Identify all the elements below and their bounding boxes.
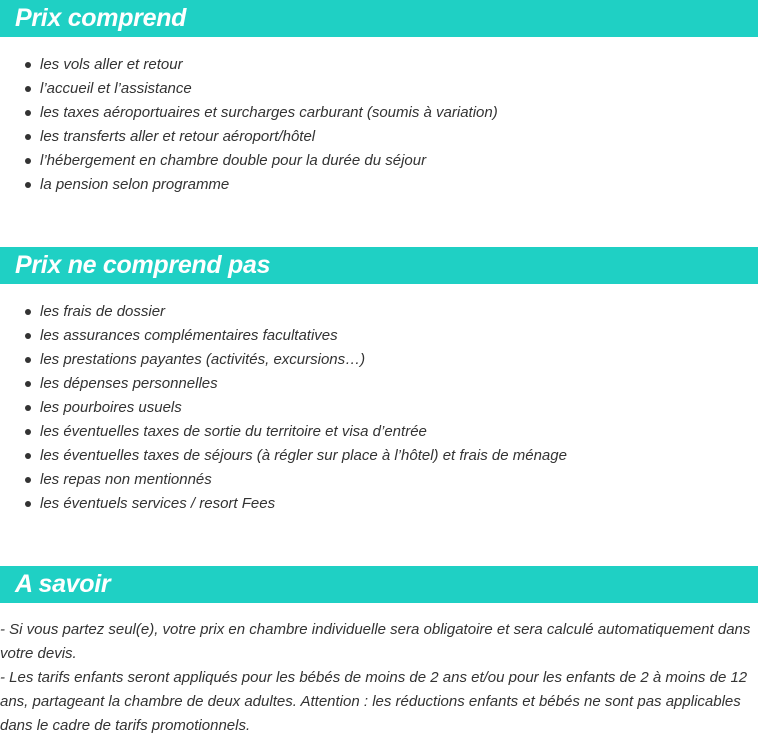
list-item-text: les éventuelles taxes de sortie du territoire et visa d’entrée — [40, 423, 427, 440]
bullet-icon — [25, 309, 31, 315]
list-item-text: les dépenses personnelles — [40, 375, 218, 392]
section-header-a-savoir — [0, 566, 758, 603]
list-item-text: les vols aller et retour — [40, 56, 183, 73]
list-item — [0, 173, 498, 197]
included-list — [0, 53, 498, 197]
list-item — [0, 468, 567, 492]
bullet-icon — [25, 86, 31, 92]
bullet-icon — [25, 134, 31, 140]
list-item — [0, 125, 498, 149]
bullet-icon — [25, 477, 31, 483]
list-item — [0, 444, 567, 468]
list-item — [0, 348, 567, 372]
section-header-prix-ne-comprend-pas — [0, 247, 758, 284]
note-paragraph: - Les tarifs enfants seront appliqués pour les bébés de moins de 2 ans et/ou pour les enfants de 2 à moins de 12 ans, partageant la chambre de deux adultes. Attention : les réductions enfants et bébés ne sont pas applicables dans le cadre de tarifs promotionnels. — [0, 669, 748, 734]
list-item-text: les éventuelles taxes de séjours (à régler sur place à l’hôtel) et frais de ménage — [40, 447, 567, 464]
list-item-text: les prestations payantes (activités, excursions…) — [40, 351, 366, 368]
bullet-icon — [25, 333, 31, 339]
section-header-prix-comprend — [0, 0, 758, 37]
list-item-text: la pension selon programme — [40, 176, 230, 193]
list-item-text: les assurances complémentaires facultatives — [40, 327, 338, 344]
list-item-text: les repas non mentionnés — [40, 471, 212, 488]
notes-block — [0, 618, 756, 738]
bullet-icon — [25, 429, 31, 435]
bullet-icon — [25, 357, 31, 363]
section-title: Prix ne comprend pas — [15, 251, 271, 279]
excluded-list — [0, 300, 567, 516]
note-paragraph: - Si vous partez seul(e), votre prix en chambre individuelle sera obligatoire et sera calculé automatiquement dans votre devis. — [0, 621, 751, 662]
bullet-icon — [25, 182, 31, 188]
list-item-text: l’accueil et l’assistance — [40, 80, 192, 97]
bullet-icon — [25, 381, 31, 387]
list-item-text: l’hébergement en chambre double pour la durée du séjour — [40, 152, 427, 169]
list-item-text: les transferts aller et retour aéroport/hôtel — [40, 128, 316, 145]
bullet-icon — [25, 110, 31, 116]
list-item — [0, 101, 498, 125]
bullet-icon — [25, 453, 31, 459]
list-item — [0, 420, 567, 444]
list-item-text: les éventuels services / resort Fees — [40, 495, 276, 512]
list-item-text: les taxes aéroportuaires et surcharges carburant (soumis à variation) — [40, 104, 498, 121]
list-item-text: les frais de dossier — [40, 303, 166, 320]
list-item — [0, 53, 498, 77]
list-item — [0, 300, 567, 324]
list-item-text: les pourboires usuels — [40, 399, 182, 416]
list-item — [0, 77, 498, 101]
section-title: A savoir — [15, 570, 111, 598]
list-item — [0, 372, 567, 396]
bullet-icon — [25, 158, 31, 164]
bullet-icon — [25, 62, 31, 68]
section-title: Prix comprend — [15, 4, 187, 32]
bullet-icon — [25, 405, 31, 411]
list-item — [0, 396, 567, 420]
list-item — [0, 324, 567, 348]
list-item — [0, 149, 498, 173]
list-item — [0, 492, 567, 516]
bullet-icon — [25, 501, 31, 507]
